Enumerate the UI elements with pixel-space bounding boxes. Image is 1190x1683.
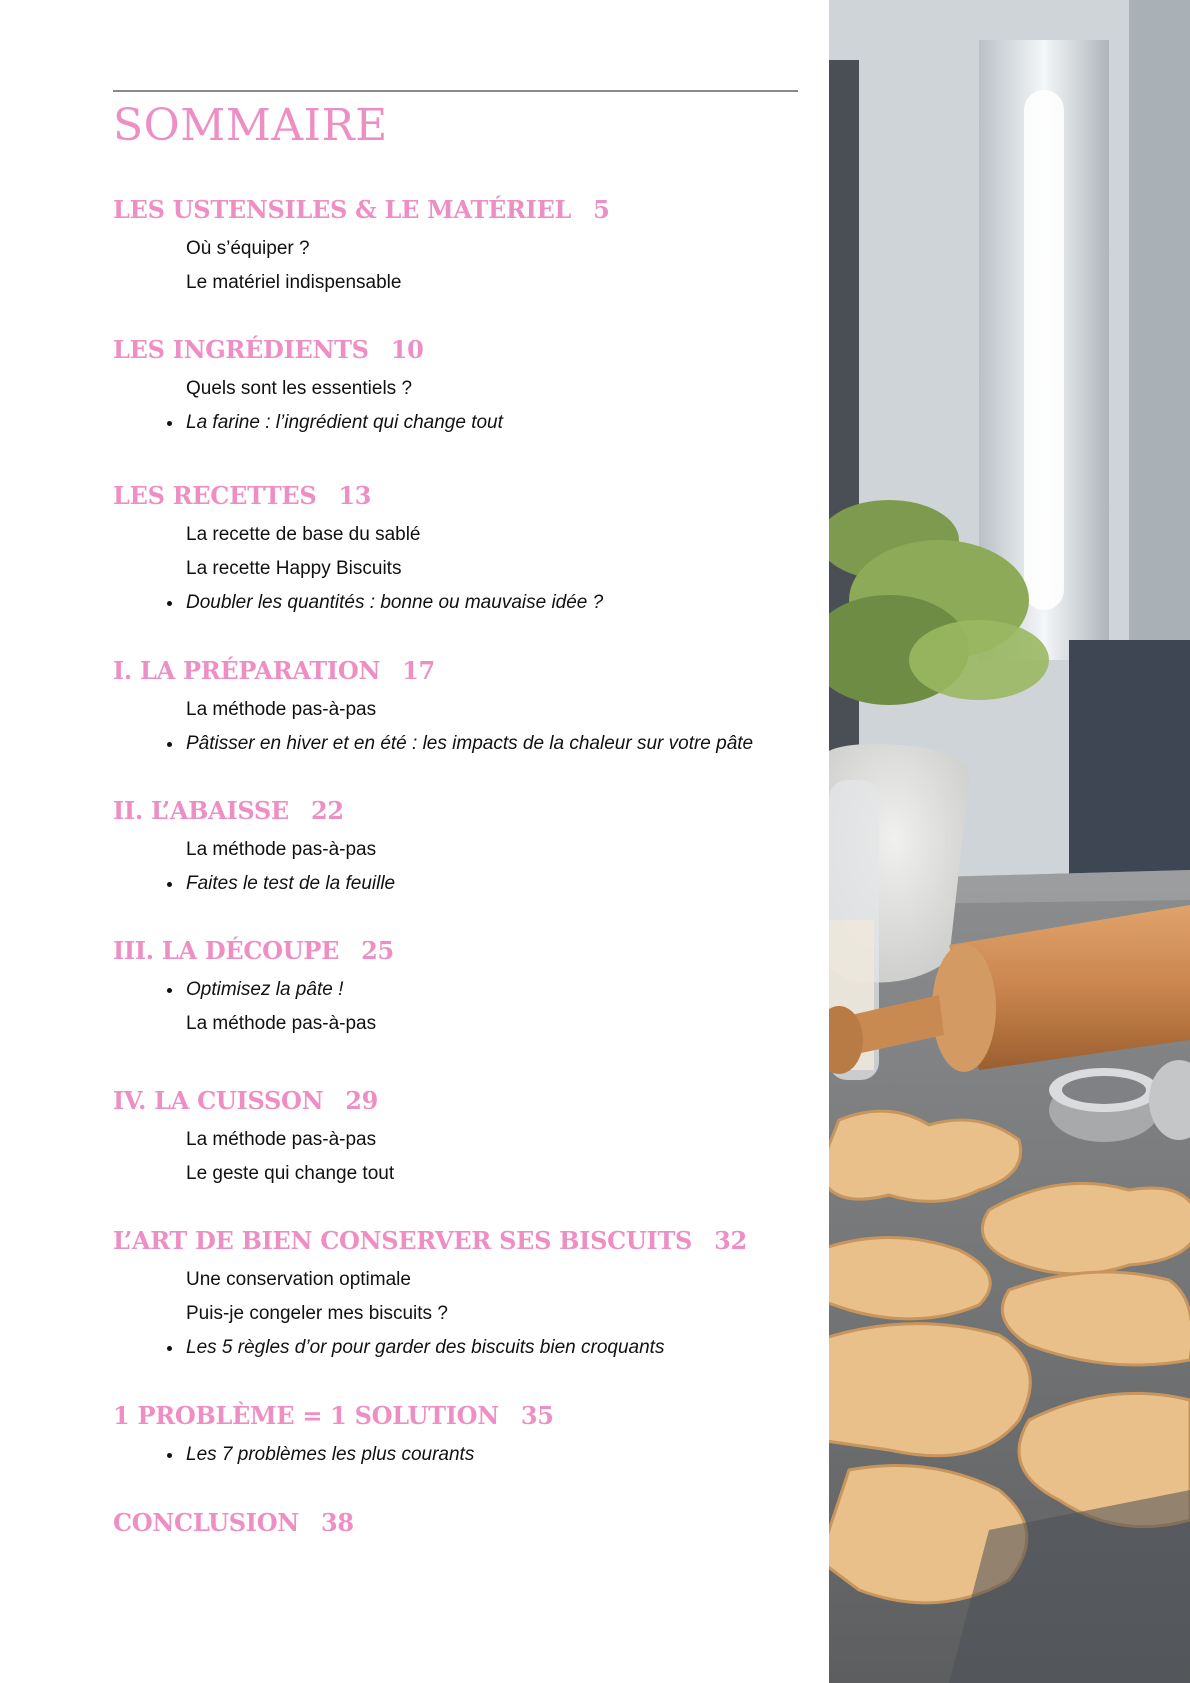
toc-heading-text: II. L’ABAISSE <box>113 796 289 825</box>
top-rule <box>113 90 798 92</box>
toc-section <box>113 1507 354 1539</box>
toc-heading[interactable] <box>113 655 753 687</box>
toc-subitem[interactable] <box>113 1007 394 1041</box>
toc-subitems <box>113 693 753 761</box>
toc-section <box>113 1400 554 1472</box>
toc-subitem-text: Le geste qui change tout <box>186 1162 395 1184</box>
toc-subitem[interactable] <box>113 406 503 440</box>
toc-heading-text: L’ART DE BIEN CONSERVER SES BISCUITS <box>113 1226 693 1255</box>
toc-subitem[interactable] <box>113 1157 394 1191</box>
toc-heading[interactable] <box>113 480 603 512</box>
toc-subitem[interactable] <box>113 1123 394 1157</box>
toc-subitem[interactable] <box>113 833 395 867</box>
page-title: SOMMAIRE <box>113 100 388 151</box>
toc-page-number: 10 <box>390 335 424 364</box>
toc-heading-text: 1 PROBLÈME = 1 SOLUTION <box>113 1401 499 1430</box>
toc-subitem[interactable] <box>113 586 603 620</box>
toc-subitem-text: Puis-je congeler mes biscuits ? <box>186 1302 448 1324</box>
toc-page-number: 25 <box>361 936 394 965</box>
toc-subitem-text: Où s’équiper ? <box>186 238 310 259</box>
toc-section <box>113 795 395 901</box>
toc-page-number: 32 <box>714 1226 747 1255</box>
kitchen-photo-illustration <box>829 0 1190 1683</box>
toc-subitem-text: La recette de base du sablé <box>186 524 421 545</box>
toc-page-number: 17 <box>402 656 435 685</box>
toc-subitem-text: Le matériel indispensable <box>186 271 402 293</box>
toc-heading-text: LES RECETTES <box>113 481 317 510</box>
toc-heading[interactable] <box>113 334 503 366</box>
bullet-icon <box>167 742 172 747</box>
toc-subitem-text: Pâtisser en hiver et en été : les impacts de la chaleur sur votre pâte <box>186 732 754 754</box>
toc-subitem-text: La méthode pas-à-pas <box>186 699 377 720</box>
bullet-icon <box>167 421 172 426</box>
toc-subitem[interactable] <box>113 266 610 300</box>
toc-subitem[interactable] <box>113 1263 747 1297</box>
toc-subitems <box>113 518 603 619</box>
toc-subitem-text: Les 5 règles d’or pour garder des biscuits bien croquants <box>186 1336 665 1358</box>
toc-page-number: 22 <box>310 796 344 825</box>
toc-section <box>113 480 603 619</box>
toc-heading-text: IV. LA CUISSON <box>113 1086 324 1115</box>
toc-subitem-text: Optimisez la pâte ! <box>186 979 344 1000</box>
toc-heading-text: LES INGRÉDIENTS <box>113 335 369 364</box>
toc-heading[interactable] <box>113 1225 747 1257</box>
toc-heading[interactable] <box>113 1400 554 1432</box>
toc-subitem[interactable] <box>113 1438 554 1472</box>
toc-page-number: 29 <box>345 1086 379 1115</box>
toc-subitem[interactable] <box>113 1331 747 1365</box>
toc-subitem[interactable] <box>113 867 395 901</box>
bullet-icon <box>167 1346 172 1351</box>
toc-heading[interactable] <box>113 1085 394 1117</box>
toc-subitem[interactable] <box>113 693 753 727</box>
toc-subitems <box>113 372 503 440</box>
toc-subitem-text: La farine : l’ingrédient qui change tout <box>186 411 503 433</box>
toc-section <box>113 655 753 761</box>
toc-subitem-text: Une conservation optimale <box>186 1269 411 1290</box>
toc-section <box>113 334 503 440</box>
toc-subitem-text: La méthode pas-à-pas <box>186 1129 377 1150</box>
toc-heading-text: CONCLUSION <box>113 1508 299 1537</box>
toc-heading-text: LES USTENSILES & LE MATÉRIEL <box>113 195 572 224</box>
toc-subitems <box>113 232 610 300</box>
bullet-icon <box>167 882 172 887</box>
toc-page-number: 5 <box>593 195 610 224</box>
toc-subitem-text: Doubler les quantités : bonne ou mauvaise idée ? <box>186 591 604 613</box>
toc-heading[interactable] <box>113 194 610 226</box>
toc-heading[interactable] <box>113 935 394 967</box>
toc-subitem[interactable] <box>113 552 603 586</box>
toc-section <box>113 935 394 1041</box>
toc-subitems <box>113 973 394 1041</box>
bullet-icon <box>167 1453 172 1458</box>
toc-section <box>113 1225 747 1364</box>
toc-subitem-text: La méthode pas-à-pas <box>186 839 377 860</box>
toc-section <box>113 1085 394 1191</box>
toc-subitems <box>113 1263 747 1364</box>
toc-subitem[interactable] <box>113 232 610 266</box>
toc-subitems <box>113 833 395 901</box>
toc-heading-text: III. LA DÉCOUPE <box>113 936 340 965</box>
toc-heading[interactable] <box>113 1507 354 1539</box>
toc-subitems <box>113 1438 554 1472</box>
kitchen-photo <box>829 0 1190 1683</box>
toc-subitem-text: La recette Happy Biscuits <box>186 557 402 579</box>
toc-heading[interactable] <box>113 795 395 827</box>
toc-subitem[interactable] <box>113 518 603 552</box>
toc-subitem[interactable] <box>113 1297 747 1331</box>
bullet-icon <box>167 601 172 606</box>
toc-page-number: 38 <box>320 1508 354 1537</box>
toc-subitem-text: Faites le test de la feuille <box>186 872 396 894</box>
toc-section <box>113 194 610 300</box>
toc-subitem-text: Quels sont les essentiels ? <box>186 378 413 399</box>
toc-subitem[interactable] <box>113 973 394 1007</box>
toc-subitem-text: Les 7 problèmes les plus courants <box>186 1444 475 1465</box>
toc-heading-text: I. LA PRÉPARATION <box>113 656 381 685</box>
toc-page-number: 13 <box>338 481 372 510</box>
toc-subitems <box>113 1123 394 1191</box>
toc-subitem[interactable] <box>113 727 753 761</box>
toc-subitem[interactable] <box>113 372 503 406</box>
toc-subitem-text: La méthode pas-à-pas <box>186 1012 377 1034</box>
toc-page-number: 35 <box>520 1401 554 1430</box>
bullet-icon <box>167 988 172 993</box>
